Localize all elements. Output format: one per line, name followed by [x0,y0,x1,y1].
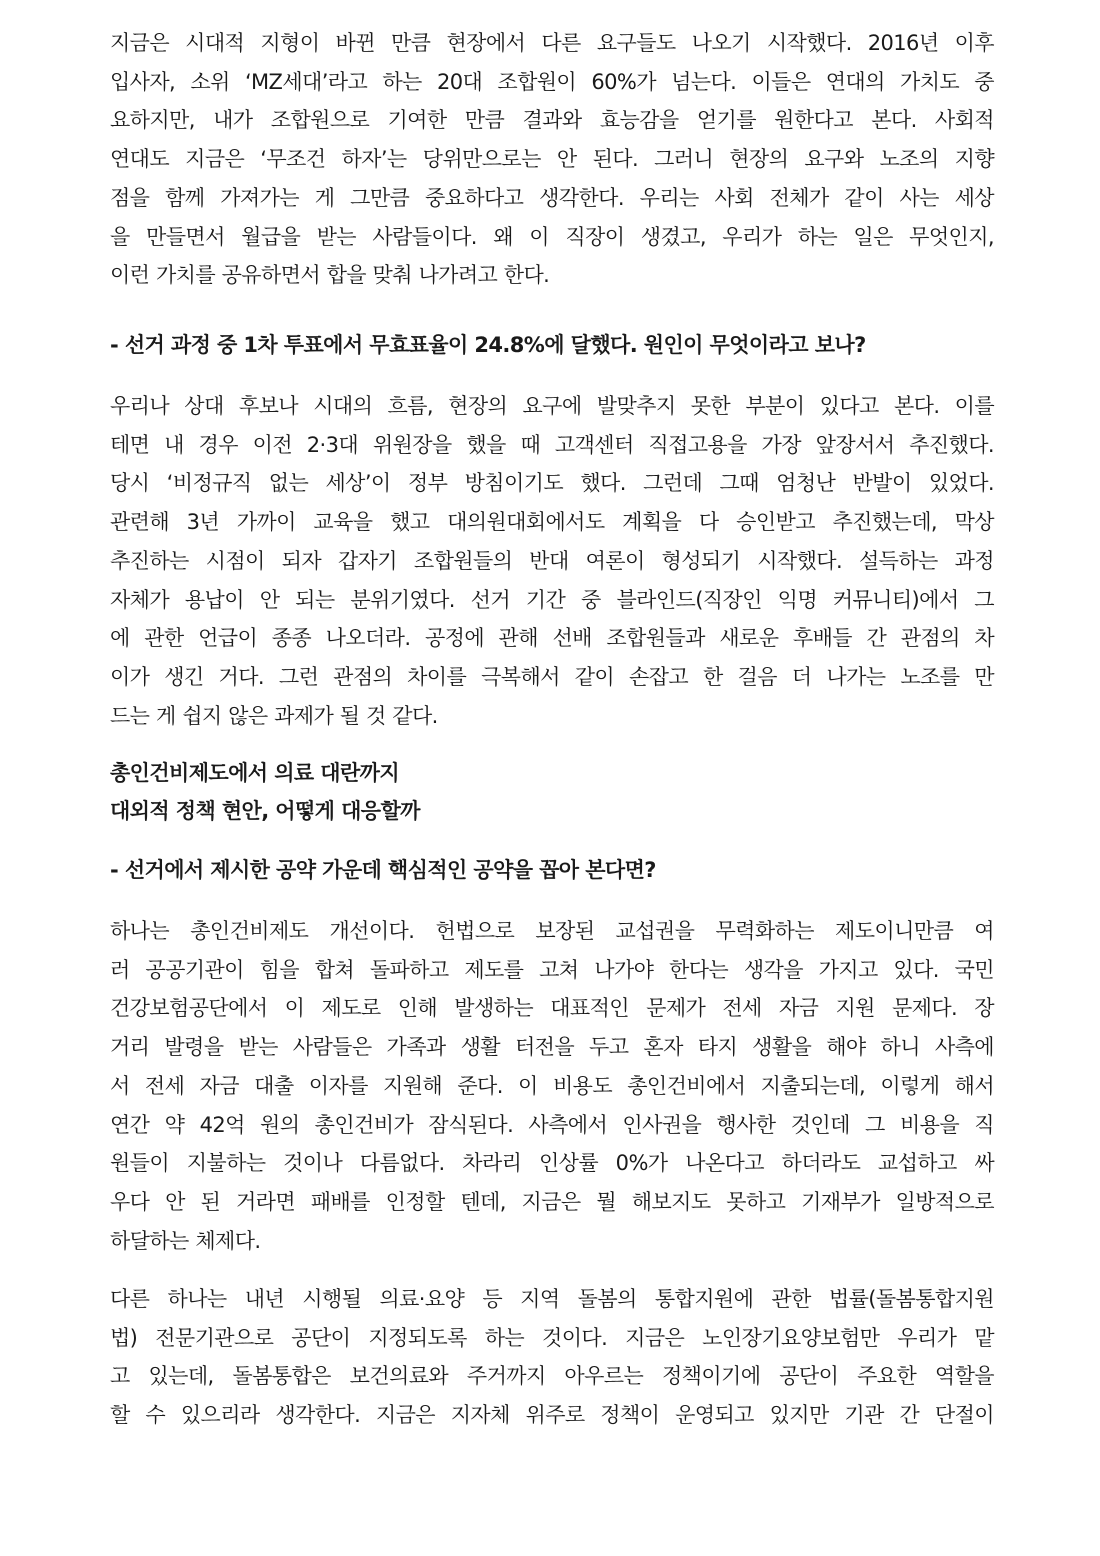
text-line: 관련해 3년 가까이 교육을 했고 대의원대회에서도 계획을 다 승인받고 추진했는데, 막상 [110,510,994,535]
body-paragraph [110,912,994,1260]
section-heading [110,754,420,830]
text-line: 테면 내 경우 이전 2·3대 위원장을 했을 때 고객센터 직접고용을 가장 앞장서서 추진했다. [110,432,994,457]
text-line: 을 만들면서 월급을 받는 사람들이다. 왜 이 직장이 생겼고, 우리가 하는 일은 무엇인지, [110,224,994,249]
text-line: 추진하는 시점이 되자 갑자기 조합원들의 반대 여론이 형성되기 시작했다. 설득하는 과정 [110,548,994,573]
text-line: 에 관한 언급이 종종 나오더라. 공정에 관해 선배 조합원들과 새로운 후배들 간 관점의 차 [110,626,994,651]
text-line: 드는 게 쉽지 않은 과제가 될 것 같다. [110,703,438,728]
body-paragraph [110,387,994,735]
text-line: 고 있는데, 돌봄통합은 보건의료와 주거까지 아우르는 정책이기에 공단이 주요한 역할을 [110,1364,994,1389]
text-line: 우리나 상대 후보나 시대의 흐름, 현장의 요구에 발맞추지 못한 부분이 있다고 본다. 이를 [110,394,994,418]
text-line: 러 공공기관이 힘을 합쳐 돌파하고 제도를 고쳐 나가야 한다는 생각을 가지고 있다. 국민 [110,957,994,982]
text-line: 점을 함께 가져가는 게 그만큼 중요하다고 생각한다. 우리는 사회 전체가 같이 사는 세상 [110,185,994,210]
text-line: 거리 발령을 받는 사람들은 가족과 생활 터전을 두고 혼자 타지 생활을 해야 하니 사측에 [110,1035,994,1060]
text-line: 할 수 있으리라 생각한다. 지금은 지자체 위주로 정책이 운영되고 있지만 기관 간 단절이 [110,1403,994,1428]
text-line: 법) 전문기관으로 공단이 지정되도록 하는 것이다. 지금은 노인장기요양보험만 우리가 맡 [110,1325,994,1350]
text-line: 원들이 지불하는 것이나 다름없다. 차라리 인상률 0%가 나온다고 하더라도 교섭하고 싸 [110,1151,994,1176]
text-line: 하달하는 체제다. [110,1228,261,1253]
section-heading-line: 대외적 정책 현안, 어떻게 대응할까 [110,799,420,823]
body-paragraph [110,1280,994,1435]
text-line: 연간 약 42억 원의 총인건비가 잠식된다. 사측에서 인사권을 행사한 것인데 그 비용을 직 [110,1112,994,1137]
interview-question: - 선거에서 제시한 공약 가운데 핵심적인 공약을 꼽아 본다면? [110,858,656,882]
text-line: 다른 하나는 내년 시행될 의료·요양 등 지역 돌봄의 통합지원에 관한 법률(돌봄통합지원 [110,1287,994,1311]
section-heading-line: 총인건비제도에서 의료 대란까지 [110,761,400,785]
text-line: 자체가 용납이 안 되는 분위기였다. 선거 기간 중 블라인드(직장인 익명 커뮤니티)에서 그 [110,587,994,612]
text-line: 이런 가치를 공유하면서 합을 맞춰 나가려고 한다. [110,263,550,288]
interview-question: - 선거 과정 중 1차 투표에서 무효표율이 24.8%에 달했다. 원인이 무엇이라고 보나? [110,333,866,357]
text-line: 우다 안 된 거라면 패배를 인정할 텐데, 지금은 뭘 해보지도 못하고 기재부가 일방적으로 [110,1189,994,1214]
text-line: 연대도 지금은 ‘무조건 하자’는 당위만으로는 안 된다. 그러니 현장의 요구와 노조의 지향 [110,147,994,172]
text-line: 지금은 시대적 지형이 바뀐 만큼 현장에서 다른 요구들도 나오기 시작했다. 2016년 이후 [110,31,994,55]
text-line: 서 전세 자금 대출 이자를 지원해 준다. 이 비용도 총인건비에서 지출되는데, 이렇게 해서 [110,1073,994,1098]
text-line: 이가 생긴 거다. 그런 관점의 차이를 극복해서 같이 손잡고 한 걸음 더 나가는 노조를 만 [110,664,994,689]
text-line: 입사자, 소위 ‘MZ세대’라고 하는 20대 조합원이 60%가 넘는다. 이들은 연대의 가치도 중 [110,69,994,94]
body-paragraph [110,24,994,295]
text-line: 당시 ‘비정규직 없는 세상’이 정부 방침이기도 했다. 그런데 그때 엄청난 반발이 있었다. [110,471,994,496]
text-line: 하나는 총인건비제도 개선이다. 헌법으로 보장된 교섭권을 무력화하는 제도이니만큼 여 [110,919,994,943]
text-line: 요하지만, 내가 조합원으로 기여한 만큼 결과와 효능감을 얻기를 원한다고 본다. 사회적 [110,108,994,133]
text-line: 건강보험공단에서 이 제도로 인해 발생하는 대표적인 문제가 전세 자금 지원 문제다. 장 [110,996,994,1021]
